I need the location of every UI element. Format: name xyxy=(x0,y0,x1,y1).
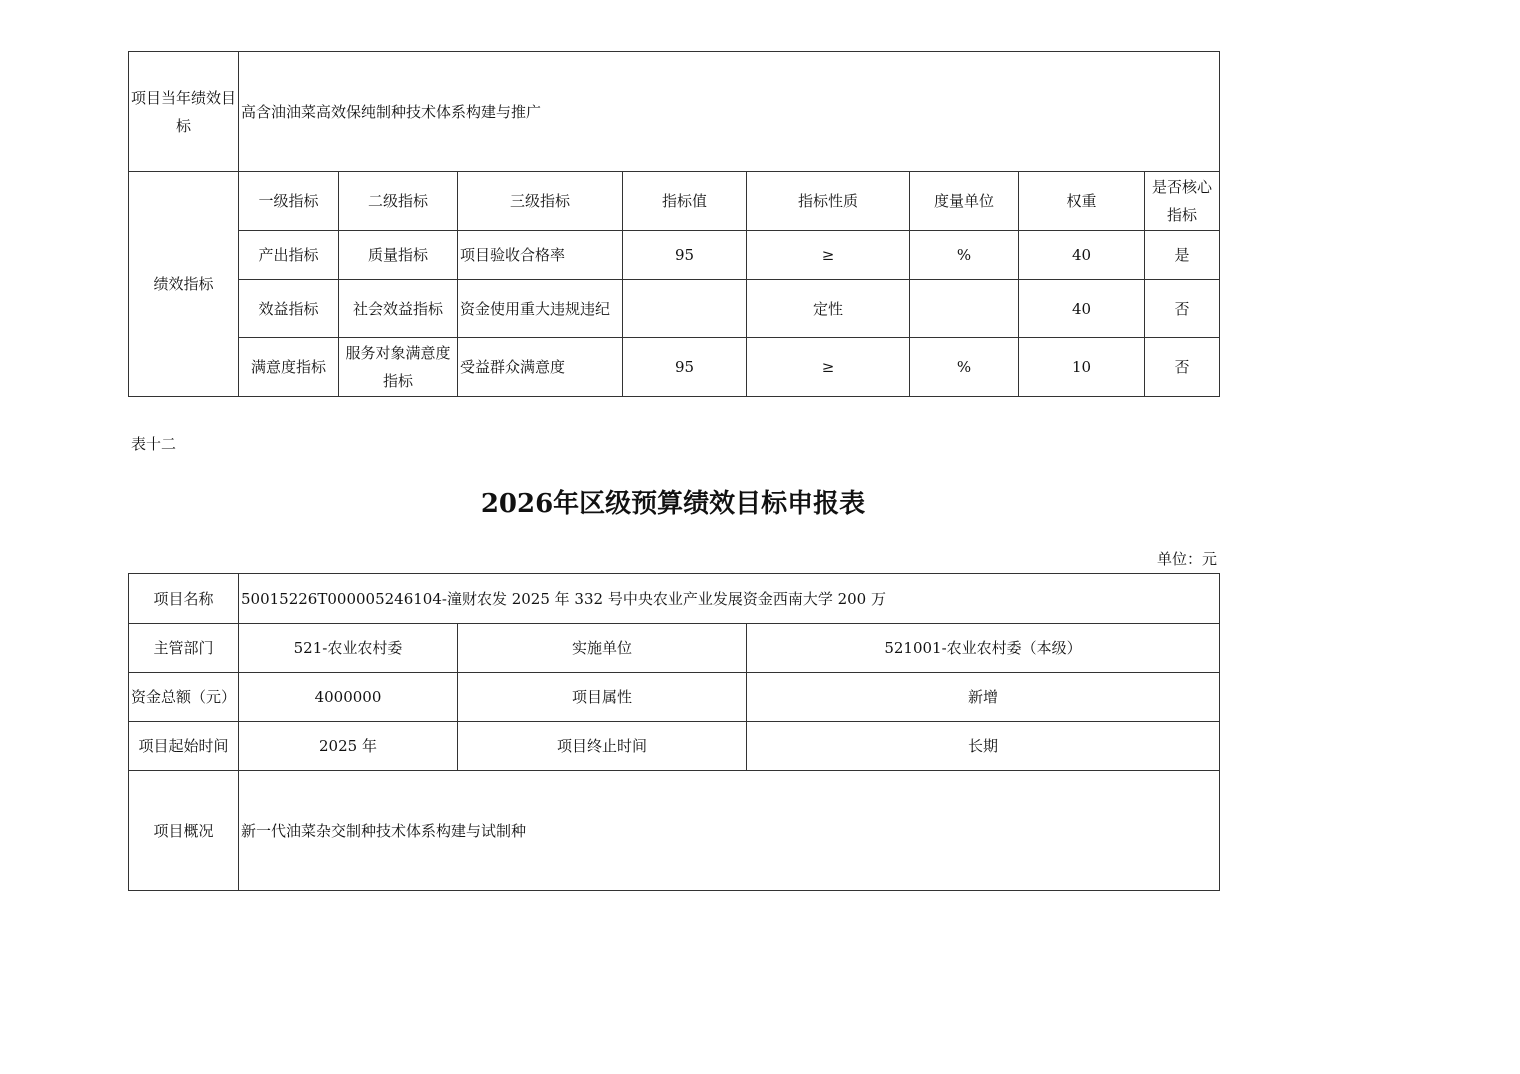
cell-core: 否 xyxy=(1145,280,1220,338)
cell-weight: 10 xyxy=(1019,338,1145,397)
cell-value xyxy=(623,280,747,338)
table-row xyxy=(129,231,1220,280)
overview-value: 新一代油菜杂交制种技术体系构建与试制种 xyxy=(239,771,1220,891)
attr-label: 项目属性 xyxy=(458,673,747,722)
attr-value: 新增 xyxy=(747,673,1220,722)
cell-level3: 受益群众满意度 xyxy=(458,338,623,397)
indicators-label: 绩效指标 xyxy=(129,172,239,397)
cell-value: 95 xyxy=(623,231,747,280)
cell-nature: ≥ xyxy=(747,338,910,397)
dept-label: 主管部门 xyxy=(129,624,239,673)
cell-value: 95 xyxy=(623,338,747,397)
cell-level2: 服务对象满意度指标 xyxy=(339,338,458,397)
end-value: 长期 xyxy=(747,722,1220,771)
cell-unit xyxy=(910,280,1019,338)
end-label: 项目终止时间 xyxy=(458,722,747,771)
fund-value: 4000000 xyxy=(239,673,458,722)
start-label: 项目起始时间 xyxy=(129,722,239,771)
cell-nature: ≥ xyxy=(747,231,910,280)
impl-label: 实施单位 xyxy=(458,624,747,673)
cell-level1: 产出指标 xyxy=(239,231,339,280)
header-value: 指标值 xyxy=(623,172,747,231)
header-weight: 权重 xyxy=(1019,172,1145,231)
cell-level1: 满意度指标 xyxy=(239,338,339,397)
goal-text: 高含油油菜高效保纯制种技术体系构建与推广 xyxy=(239,52,1220,172)
cell-level1: 效益指标 xyxy=(239,280,339,338)
cell-level3: 资金使用重大违规违纪 xyxy=(458,280,623,338)
cell-unit: % xyxy=(910,231,1019,280)
project-info-table xyxy=(128,573,1220,891)
cell-level3: 项目验收合格率 xyxy=(458,231,623,280)
unit-label: 单位：元 xyxy=(1156,550,1217,568)
start-value: 2025 年 xyxy=(239,722,458,771)
table-row xyxy=(129,280,1220,338)
header-nature: 指标性质 xyxy=(747,172,910,231)
project-name-label: 项目名称 xyxy=(129,574,239,624)
cell-core: 是 xyxy=(1145,231,1220,280)
page-title: 2026年区级预算绩效目标申报表 xyxy=(480,489,866,519)
cell-weight: 40 xyxy=(1019,231,1145,280)
impl-value: 521001-农业农村委（本级） xyxy=(747,624,1220,673)
header-unit: 度量单位 xyxy=(910,172,1019,231)
header-level1: 一级指标 xyxy=(239,172,339,231)
cell-level2: 质量指标 xyxy=(339,231,458,280)
cell-unit: % xyxy=(910,338,1019,397)
fund-label: 资金总额（元） xyxy=(129,673,239,722)
cell-nature: 定性 xyxy=(747,280,910,338)
header-core: 是否核心指标 xyxy=(1145,172,1220,231)
header-level2: 二级指标 xyxy=(339,172,458,231)
header-level3: 三级指标 xyxy=(458,172,623,231)
performance-indicator-table xyxy=(128,51,1220,397)
goal-label: 项目当年绩效目标 xyxy=(129,52,239,172)
project-name-value: 50015226T000005246104-潼财农发 2025 年 332 号中央农业产业发展资金西南大学 200 万 xyxy=(239,574,1220,624)
cell-weight: 40 xyxy=(1019,280,1145,338)
table-row xyxy=(129,338,1220,397)
overview-label: 项目概况 xyxy=(129,771,239,891)
cell-level2: 社会效益指标 xyxy=(339,280,458,338)
cell-core: 否 xyxy=(1145,338,1220,397)
dept-value: 521-农业农村委 xyxy=(239,624,458,673)
table-number: 表十二 xyxy=(131,435,177,453)
